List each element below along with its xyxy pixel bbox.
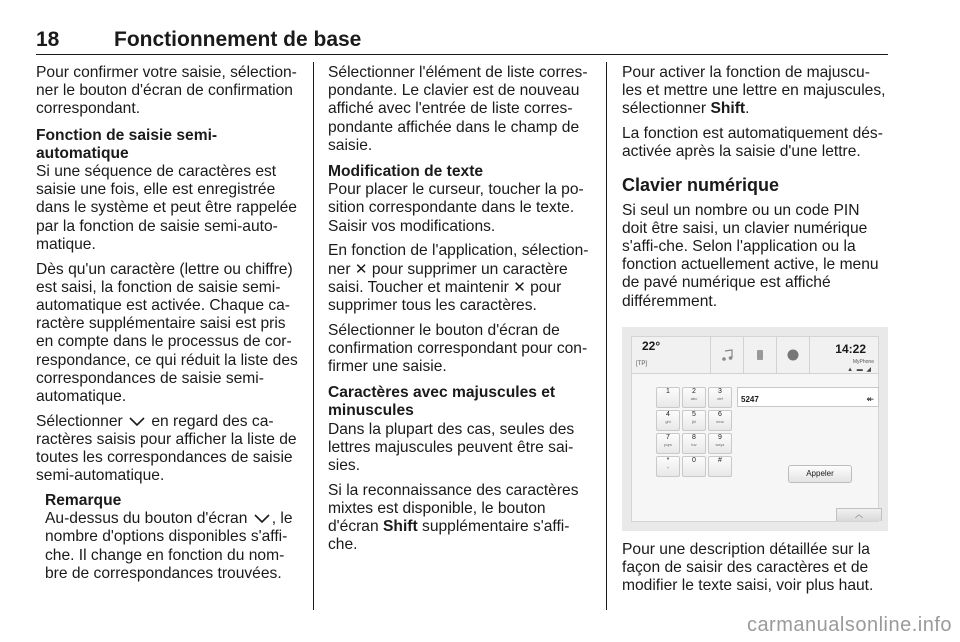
screen-tp-label: [TP]: [636, 360, 648, 367]
edit-heading: Modification de texte: [328, 163, 484, 181]
case-heading: Caractères avec majuscules et minuscules: [328, 384, 556, 420]
keypad-key[interactable]: 9 wxyz: [708, 433, 732, 454]
note-paragraph: Au-dessus du bouton d'écran , le nombre d'options disponibles s'affi-che. Il change en fonction du nom-bre de correspondances trouvées.: [45, 510, 293, 582]
keypad-key[interactable]: 7 pqrs: [656, 433, 680, 454]
page-header: [36, 28, 888, 55]
number-entry-field[interactable]: [737, 387, 879, 407]
screen-status-icons: ▲ ▬ ◢: [847, 366, 872, 373]
page-title: Fonctionnement de base: [114, 28, 362, 51]
keypad-key[interactable]: 8 tuv: [682, 433, 706, 454]
case-paragraph-1: Dans la plupart des cas, seules des lettres majuscules peuvent être sai-sies.: [328, 420, 575, 475]
list-select-paragraph: Sélectionner l'élément de liste corres-pondante. Le clavier est de nouveau affiché avec l'entrée de liste corres-pondante affichée dans le champ de saisie.: [328, 64, 588, 154]
music-note-icon: [721, 348, 733, 360]
intro-paragraph: Pour confirmer votre saisie, sélection-ner le bouton d'écran de confirmation correspondant.: [36, 64, 297, 118]
screen-phone-name: MyPhone: [852, 358, 874, 365]
phone-icon: [754, 348, 766, 360]
note-box: [36, 492, 298, 583]
numeric-paragraph: Si seul un nombre ou un code PIN doit être saisi, un clavier numérique s'affi-che. Selon l'application ou la fonction actuellement active, le menu de pavé numérique est affiché différemment.: [622, 201, 879, 310]
deactivation-paragraph: La fonction est automatiquement dés-activée après la saisie d'une lettre.: [622, 125, 883, 161]
watermark: carmanualsonline.info: [746, 614, 952, 636]
chevron-up-icon[interactable]: ︿: [836, 508, 882, 521]
keypad-key[interactable]: 4 ghi: [656, 410, 680, 431]
chevron-down-icon: [129, 416, 145, 427]
column-divider: [313, 62, 314, 610]
semi-auto-heading: Fonction de saisie semi-automatique: [36, 126, 218, 162]
screen-tab-nav[interactable]: [776, 337, 810, 373]
delete-icon: ✕: [513, 278, 526, 296]
column-2: [328, 64, 590, 561]
backspace-icon[interactable]: ↞: [866, 393, 874, 404]
semi-auto-paragraph-1: Si une séquence de caractères est saisie une fois, elle est enregistrée dans le système et peut être rappelée par la fonction de saisie semi-auto-matique.: [36, 163, 297, 253]
page-number: 18: [36, 28, 60, 51]
column-divider: [606, 62, 607, 610]
keypad-key[interactable]: 1: [656, 387, 680, 408]
keypad-key[interactable]: 0: [682, 456, 706, 477]
entry-value: 5247: [741, 394, 759, 404]
case-paragraph-2: Si la reconnaissance des caractères mixtes est disponible, le bouton d'écran Shift supplémentaire s'affi-che.: [328, 481, 579, 554]
column-1: [36, 64, 298, 589]
select-paragraph: Sélectionner en regard des ca-ractères saisis pour afficher la liste de toutes les correspondances de saisie semi-automatique.: [36, 412, 297, 485]
delete-icon: ✕: [354, 260, 368, 278]
screen-time: 14:22: [835, 341, 866, 356]
keypad-key[interactable]: #: [708, 456, 732, 477]
edit-paragraph-1: Pour placer le curseur, toucher la po-sition correspondante dans le texte. Saisir vos modifications.: [328, 181, 584, 235]
keypad-key[interactable]: 2 abc: [682, 387, 706, 408]
keypad-key[interactable]: 5 jkl: [682, 410, 706, 431]
screen-top-bar: [632, 337, 878, 374]
shift-keyword: Shift: [710, 100, 746, 118]
keypad-key[interactable]: 3 def: [708, 387, 732, 408]
chevron-down-icon: [254, 513, 270, 524]
keypad-key[interactable]: 6 mno: [708, 410, 732, 431]
call-button[interactable]: Appeler: [788, 465, 852, 483]
keypad-screenshot: [622, 327, 888, 531]
column-3: [622, 64, 888, 602]
shift-paragraph: Pour activer la fonction de majuscu-les et mettre une lettre en majuscules, sélectionner Shift.: [622, 64, 886, 118]
screen-tab-phone[interactable]: [743, 337, 776, 373]
section-title: Clavier numérique: [622, 174, 780, 195]
screen-temperature: 22°: [642, 338, 661, 353]
screen-display: [631, 336, 879, 522]
keypad-key[interactable]: * +: [656, 456, 680, 477]
edit-paragraph-3: Sélectionner le bouton d'écran de confirmation correspondant pour con-firmer une saisie.: [328, 321, 588, 376]
reference-paragraph: Pour une description détaillée sur la façon de saisir des caractères et de modifier le texte saisi, voir plus haut.: [622, 540, 874, 595]
edit-paragraph-2: En fonction de l'application, sélection-ner ✕ pour supprimer un caractère saisi. Toucher et maintenir ✕ pour supprimer tous les caractères.: [328, 242, 589, 314]
note-title: Remarque: [45, 491, 122, 509]
screen-tab-music[interactable]: [710, 337, 743, 373]
shift-keyword: Shift: [383, 518, 418, 536]
semi-auto-paragraph-2: Dès qu'un caractère (lettre ou chiffre) est saisi, la fonction de saisie semi-automatique est activée. Chaque ca-ractère supplémentaire saisi est pris en compte dans le processus de cor-respondance, ce qui réduit la liste des correspondances de saisie semi-automatique.: [36, 260, 298, 405]
nav-icon: [787, 348, 799, 360]
